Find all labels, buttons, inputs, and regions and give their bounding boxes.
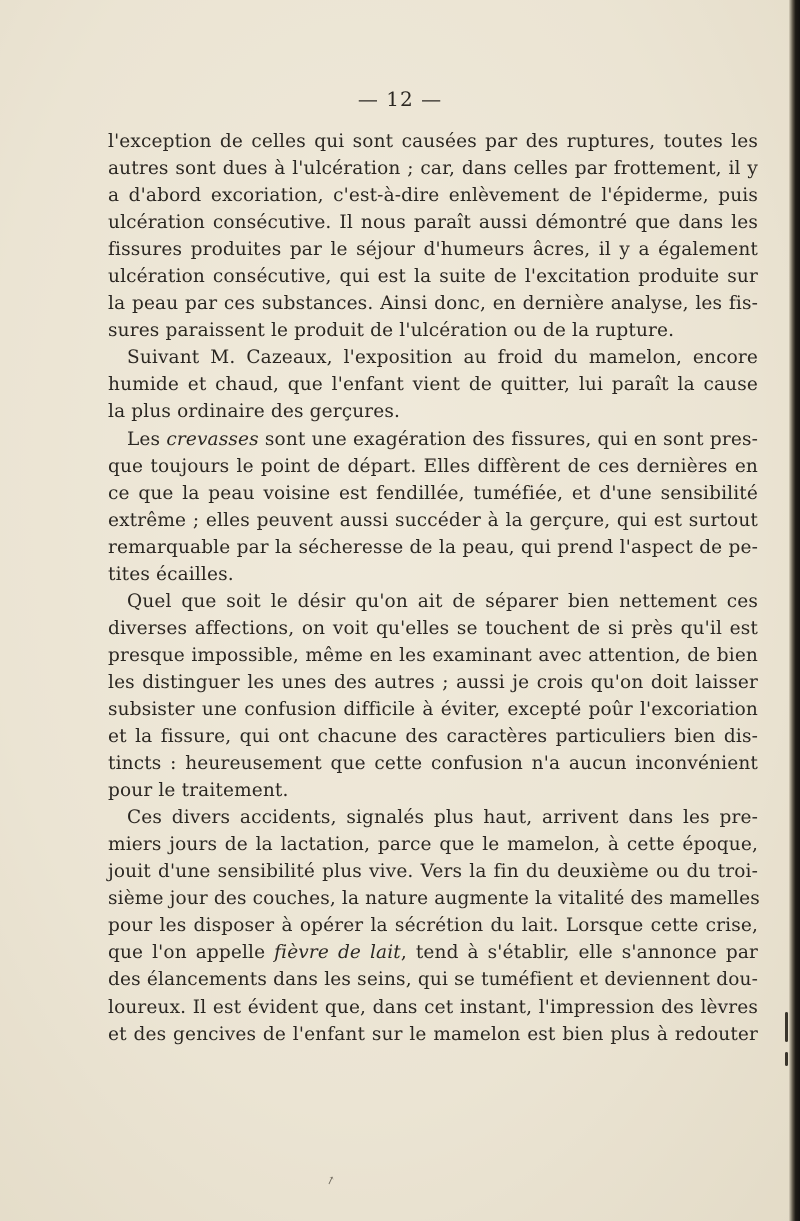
text-line: miers jours de la lactation, parce que le mamelon, à cette époque, bbox=[108, 834, 758, 856]
text-line: pour les disposer à opérer la sécrétion du lait. Lorsque cette crise, bbox=[108, 915, 758, 937]
text-line: pour le traitement. bbox=[108, 780, 289, 802]
text-line: remarquable par la sécheresse de la peau, qui prend l'aspect de pe- bbox=[108, 536, 758, 558]
line-prefix: que l'on appelle bbox=[108, 942, 275, 964]
text-line: Suivant M. Cazeaux, l'exposition au froid du mamelon, encore bbox=[127, 347, 758, 369]
text-line: Quel que soit le désir qu'on ait de séparer bien nettement ces bbox=[127, 590, 758, 612]
text-line: subsister une confusion difficile à éviter, excepté poûr l'excoriation bbox=[108, 698, 758, 720]
line-suffix: , tend à s'établir, elle s'annonce par bbox=[400, 942, 758, 964]
text-line: sième jour des couches, la nature augmente la vitalité des mamelles bbox=[108, 888, 760, 910]
text-line: diverses affections, on voit qu'elles se touchent de si près qu'il est bbox=[108, 617, 758, 639]
text-line: l'exception de celles qui sont causées par des ruptures, toutes les bbox=[108, 131, 758, 152]
text-line: et la fissure, qui ont chacune des caractères particuliers bien dis- bbox=[108, 726, 758, 748]
page-number-header: — 12 — bbox=[357, 87, 443, 111]
text-line: tites écailles. bbox=[108, 563, 234, 585]
italic-term: crevasses bbox=[166, 428, 259, 450]
text-line: extrême ; elles peuvent aussi succéder à la gerçure, qui est surtout bbox=[108, 509, 758, 531]
text-line: autres sont dues à l'ulcération ; car, dans celles par frottement, il y bbox=[108, 158, 758, 180]
text-line: presque impossible, même en les examinant avec attention, de bien bbox=[108, 644, 758, 666]
page-binding-edge bbox=[789, 0, 800, 1221]
text-line: ulcération consécutive, qui est la suite de l'excitation produite sur bbox=[108, 266, 758, 288]
text-line: des élancements dans les seins, qui se tuméfient et deviennent dou- bbox=[108, 969, 758, 991]
italic-term: fièvre de lait bbox=[274, 942, 401, 964]
body-text bbox=[108, 128, 758, 1048]
edge-smudge bbox=[785, 1052, 788, 1066]
text-line: la peau par ces substances. Ainsi donc, en dernière analyse, les fis- bbox=[108, 293, 758, 315]
line-prefix: Les bbox=[127, 428, 167, 450]
text-line bbox=[108, 426, 758, 453]
text-line: et des gencives de l'enfant sur le mamelon est bien plus à redouter bbox=[108, 1023, 758, 1045]
text-line: la plus ordinaire des gerçures. bbox=[108, 401, 401, 423]
text-line: loureux. Il est évident que, dans cet instant, l'impression des lèvres bbox=[108, 996, 758, 1018]
printer-mark-icon: ↗ bbox=[324, 1172, 338, 1189]
text-line: tincts : heureusement que cette confusion n'a aucun inconvénient bbox=[108, 753, 758, 775]
text-line: ce que la peau voisine est fendillée, tuméfiée, et d'une sensibilité bbox=[108, 482, 758, 504]
text-line: Ces divers accidents, signalés plus haut, arrivent dans les pre- bbox=[127, 807, 758, 829]
text-line: a d'abord excoriation, c'est-à-dire enlèvement de l'épiderme, puis bbox=[108, 185, 758, 207]
line-suffix: sont une exagération des fissures, qui en sont pres- bbox=[258, 428, 758, 450]
text-line: que toujours le point de départ. Elles diffèrent de ces dernières en bbox=[108, 455, 758, 477]
text-line bbox=[108, 939, 758, 966]
edge-smudge bbox=[785, 1012, 788, 1042]
text-line: sures paraissent le produit de l'ulcération ou de la rupture. bbox=[108, 320, 675, 342]
text-line: les distinguer les unes des autres ; aussi je crois qu'on doit laisser bbox=[108, 671, 758, 693]
text-line: jouit d'une sensibilité plus vive. Vers la fin du deuxième ou du troi- bbox=[108, 861, 758, 883]
text-line: fissures produites par le séjour d'humeurs âcres, il y a également bbox=[108, 239, 758, 261]
text-line: humide et chaud, que l'enfant vient de quitter, lui paraît la cause bbox=[108, 374, 758, 396]
text-line: ulcération consécutive. Il nous paraît aussi démontré que dans les bbox=[108, 212, 758, 234]
